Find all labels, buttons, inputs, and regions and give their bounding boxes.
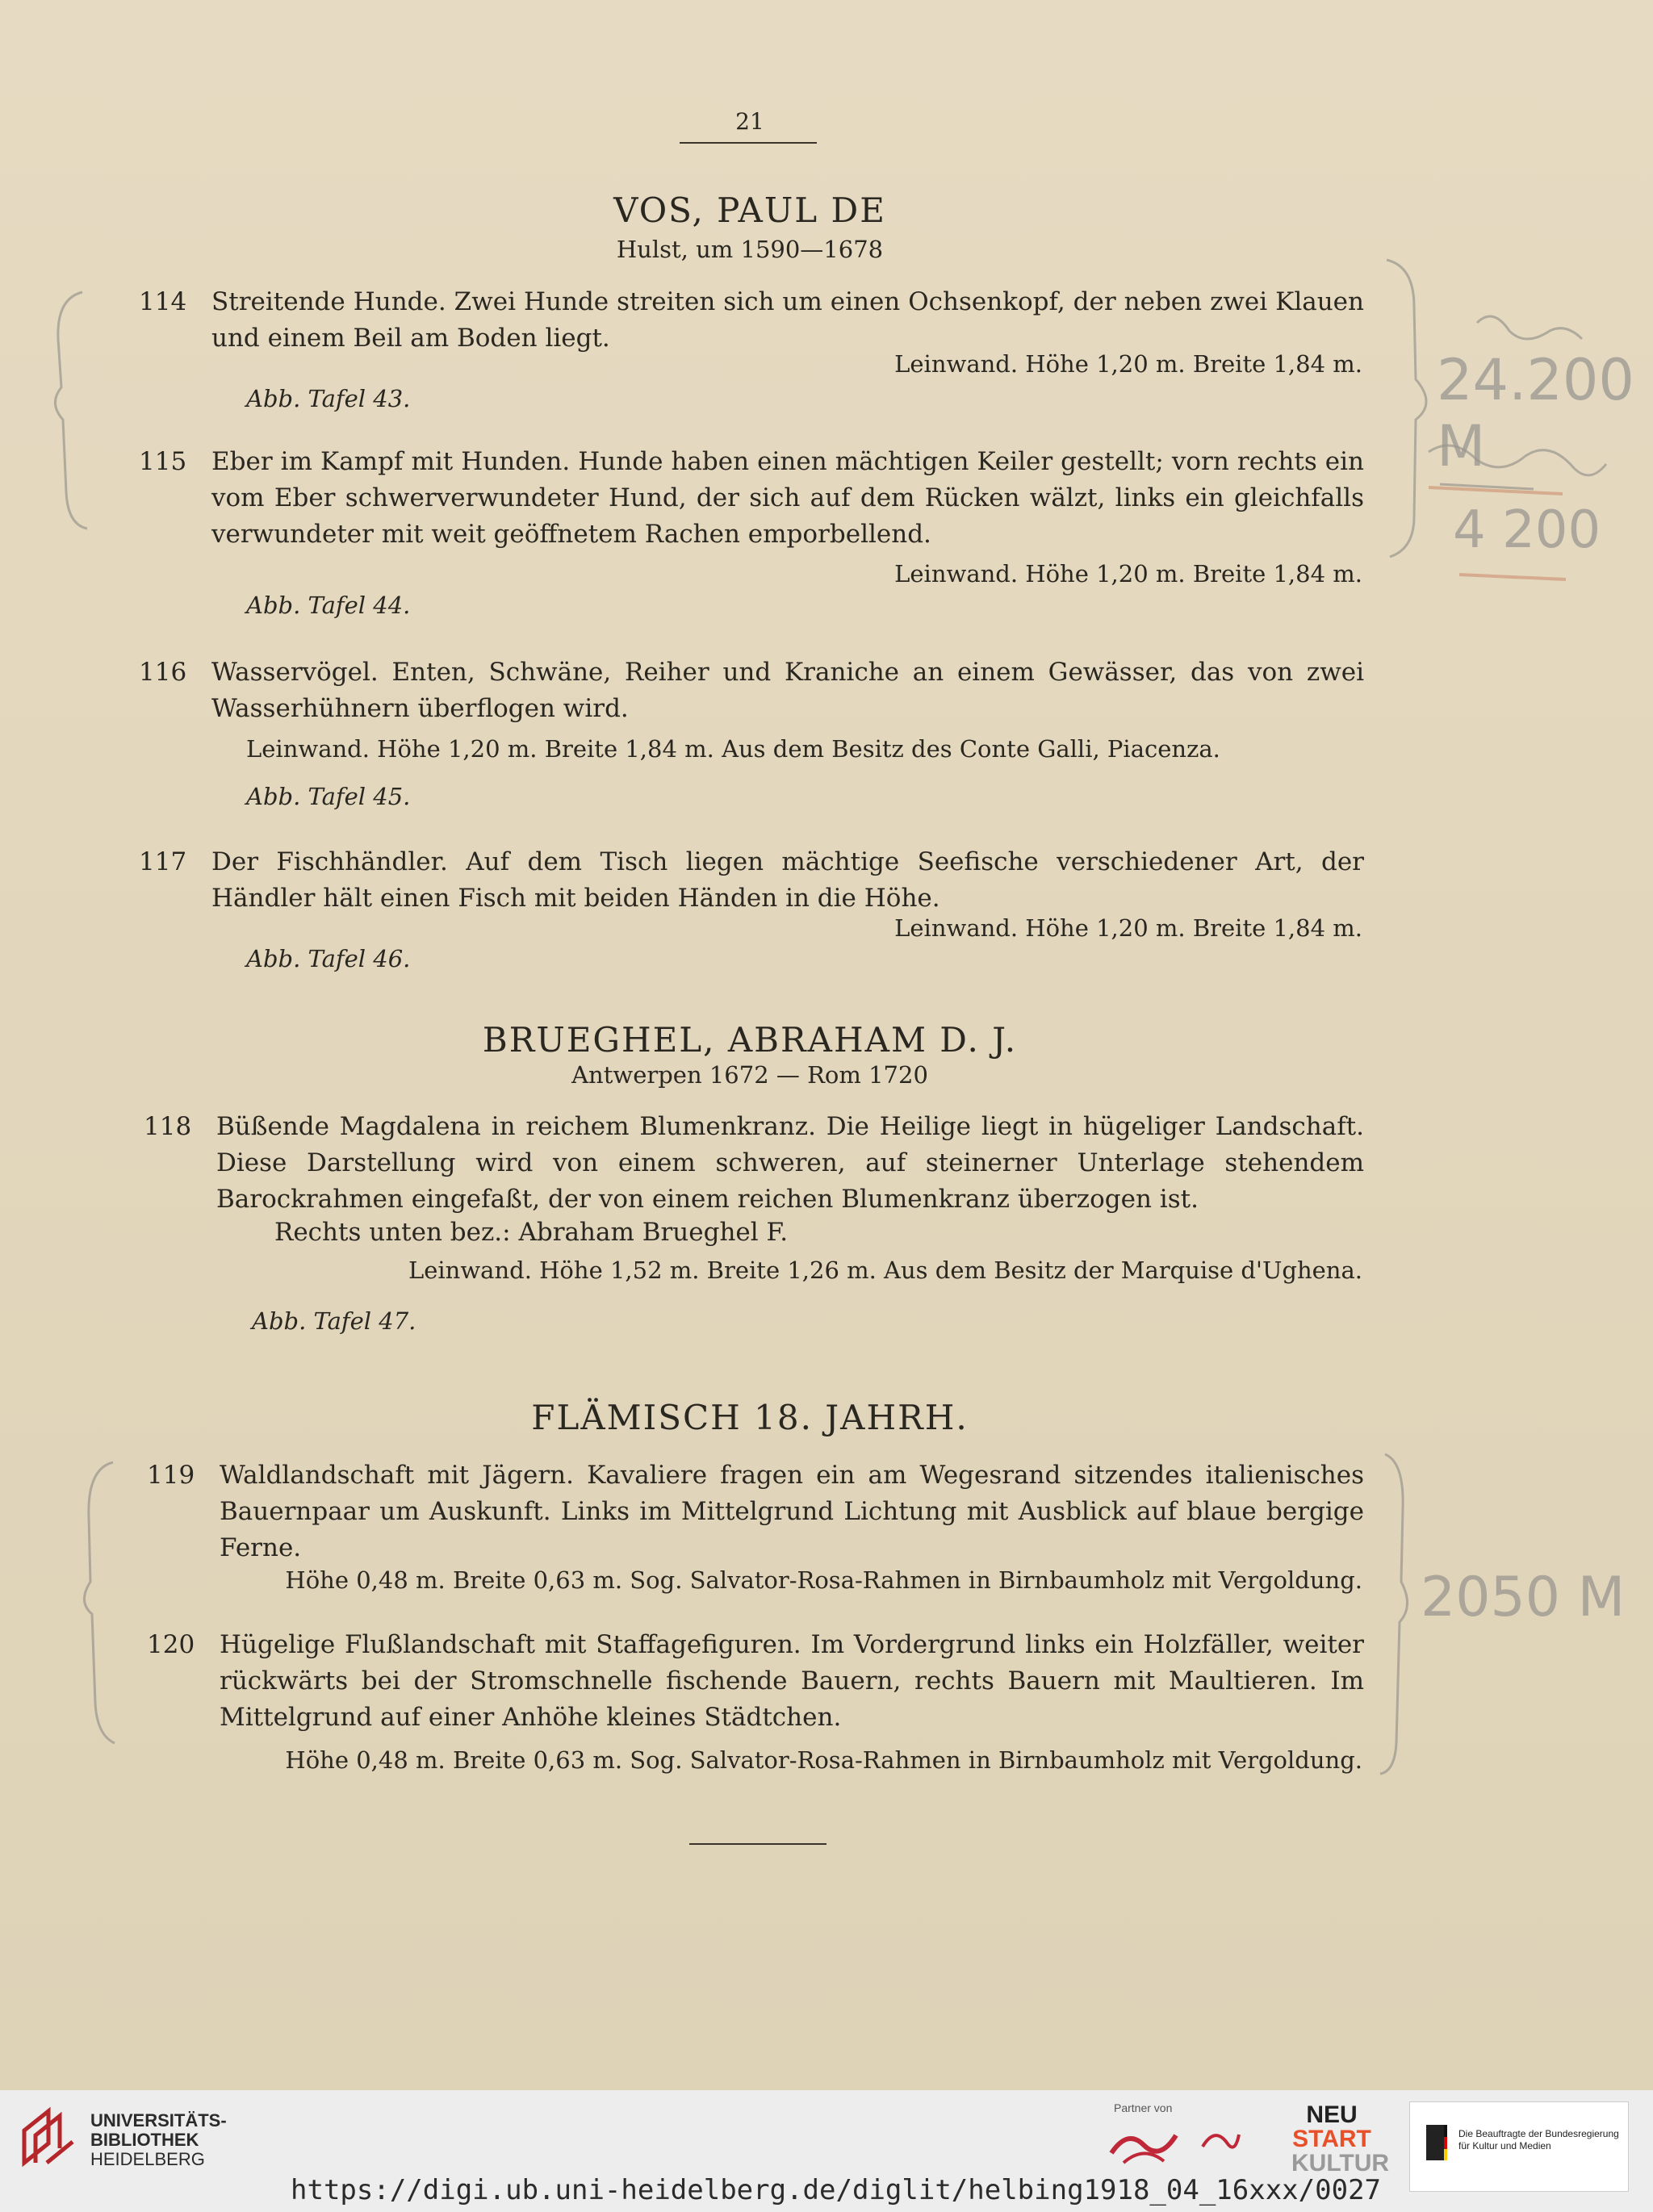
- lot-description: Streitende Hunde. Zwei Hunde streiten sich um einen Ochsenkopf, der neben zwei Klauen und einem Beil am Boden liegt.: [211, 287, 1364, 353]
- library-name-line2: BIBLIOTHEK: [90, 2130, 199, 2150]
- squiggle-1: [1477, 316, 1582, 339]
- bkm-logo: [1409, 2101, 1629, 2192]
- lot-description: Waldlandschaft mit Jägern. Kavaliere fragen ein am Wegesrand sitzendes italienisches Bauernpaar um Auskunft. Links im Mittelgrund Lichtung mit Ausblick auf blaue bergige Ferne.: [220, 1461, 1364, 1562]
- lot-119-dimensions: Höhe 0,48 m. Breite 0,63 m. Sog. Salvator-Rosa-Rahmen in Birnbaumholz mit Vergoldung.: [285, 1566, 1362, 1594]
- lot-118-signature: Rechts unten bez.: Abraham Brueghel F.: [274, 1218, 789, 1247]
- neustart-line1: NEU: [1306, 2101, 1358, 2128]
- neustart-line3: KULTUR: [1291, 2150, 1390, 2176]
- footer-bar: [0, 2090, 1653, 2212]
- lot-118-dimensions: Leinwand. Höhe 1,52 m. Breite 1,26 m. Aus dem Besitz der Marquise d'Ughena.: [408, 1257, 1362, 1284]
- neustart-logo: [1291, 2101, 1390, 2176]
- lot-114-plate-ref: Abb. Tafel 43.: [246, 385, 411, 412]
- lot-117-plate-ref: Abb. Tafel 46.: [246, 945, 411, 972]
- lot-number: 115: [139, 447, 187, 476]
- lot-description: Hügelige Flußlandschaft mit Staffagefiguren. Im Vordergrund links ein Holzfäller, weiter rückwärts bei der Stromschnelle fischende Bauern, rechts Bauern mit Maultieren. Im Mittelgrund auf einer Anhöhe kleines Städtchen.: [220, 1630, 1364, 1732]
- left-bracket-114-115: [55, 292, 87, 529]
- bkm-line1: Die Beauftragte der Bundesregierung: [1458, 2128, 1619, 2139]
- right-bracket-119-120: [1380, 1454, 1408, 1774]
- artist-heading-vos: VOS, PAUL DE: [613, 190, 886, 230]
- bkm-text: [1458, 2128, 1619, 2152]
- artist-heading-brueghel: BRUEGHEL, ABRAHAM D. J.: [482, 1020, 1018, 1060]
- pencil-annotation-24200: 24.200 M: [1437, 347, 1634, 479]
- library-name-line1: UNIVERSITÄTS-: [90, 2110, 227, 2130]
- pencil-annotation-4200: 4 200: [1453, 500, 1601, 560]
- library-logo-icon: [18, 2106, 79, 2168]
- lot-118-plate-ref: Abb. Tafel 47.: [252, 1307, 416, 1335]
- partner-label: Partner von: [1114, 2101, 1173, 2114]
- right-bracket-114-115: [1387, 260, 1426, 557]
- source-url-link[interactable]: https://digi.ub.uni-heidelberg.de/diglit/helbing1918_04_16xxx/0027: [291, 2174, 1382, 2206]
- lot-number: 119: [147, 1461, 195, 1490]
- ddb-logo-icon: [1107, 2121, 1180, 2169]
- left-bracket-119-120: [84, 1462, 115, 1743]
- pencil-annotation-2050: 2050 M: [1421, 1566, 1626, 1629]
- lot-number: 117: [139, 847, 187, 876]
- page-number: 21: [735, 108, 764, 135]
- library-name: [90, 2111, 227, 2169]
- lot-114-dimensions: Leinwand. Höhe 1,20 m. Breite 1,84 m.: [894, 350, 1362, 378]
- federal-eagle-icon: [1420, 2120, 1452, 2168]
- lot-115-plate-ref: Abb. Tafel 44.: [246, 592, 411, 619]
- neustart-line2: START: [1292, 2126, 1371, 2152]
- artist-dates-brueghel: Antwerpen 1672 — Rom 1720: [571, 1061, 928, 1089]
- lot-120-dimensions: Höhe 0,48 m. Breite 0,63 m. Sog. Salvator-Rosa-Rahmen in Birnbaumholz mit Vergoldung.: [285, 1746, 1362, 1774]
- lot-number: 120: [147, 1630, 195, 1659]
- bkm-line2: für Kultur und Medien: [1458, 2140, 1551, 2151]
- lot-116-dimensions: Leinwand. Höhe 1,20 m. Breite 1,84 m. Aus dem Besitz des Conte Galli, Piacenza.: [246, 735, 1220, 763]
- artist-heading-flaemisch: FLÄMISCH 18. JAHRH.: [531, 1398, 969, 1437]
- lot-description: Wasservögel. Enten, Schwäne, Reiher und Kraniche an einem Gewässer, das von zwei Wasserhühnern überflogen wird.: [211, 658, 1364, 723]
- strike-2: [1429, 487, 1563, 494]
- lot-description: Der Fischhändler. Auf dem Tisch liegen mächtige Seefische verschiedener Art, der Händler hält einen Fisch mit beiden Händen in die Höhe.: [211, 847, 1364, 913]
- lot-116-plate-ref: Abb. Tafel 45.: [246, 783, 411, 810]
- strike-3: [1459, 575, 1566, 579]
- lot-number: 114: [139, 287, 187, 316]
- lot-115-dimensions: Leinwand. Höhe 1,20 m. Breite 1,84 m.: [894, 560, 1362, 587]
- partner-logo-icon: [1195, 2122, 1243, 2163]
- lot-number: 116: [139, 658, 187, 687]
- lot-number: 118: [144, 1112, 192, 1141]
- lot-description: Eber im Kampf mit Hunden. Hunde haben einen mächtigen Keiler gestellt; vorn rechts ein vom Eber schwerverwundeter Hund, der sich auf dem Rücken wälzt, links ein gleichfalls verwundeter mit weit geöffnetem Rachen emporbellend.: [211, 447, 1364, 549]
- lot-description: Büßende Magdalena in reichem Blumenkranz. Die Heilige liegt in hügeliger Landschaft. Diese Darstellung wird von einem schweren, auf steinerner Unterlage stehendem Barockrahmen eingefaßt, der von einem reichen Blumenkranz überzogen ist.: [216, 1112, 1364, 1214]
- artist-dates-vos: Hulst, um 1590—1678: [616, 236, 884, 263]
- lot-117-dimensions: Leinwand. Höhe 1,20 m. Breite 1,84 m.: [894, 914, 1362, 942]
- library-name-line3: HEIDELBERG: [90, 2149, 205, 2169]
